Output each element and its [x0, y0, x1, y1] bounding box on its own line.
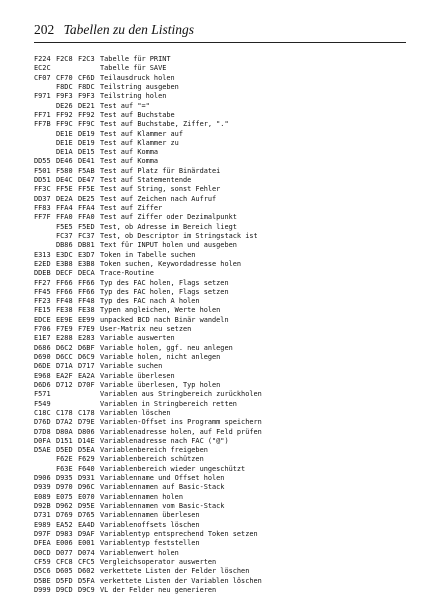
address-col-1: D6D6 [34, 380, 51, 389]
address-col-1: FF83 [34, 204, 51, 212]
address-col-2: FF66 [56, 278, 73, 287]
address-col-2: DE1E [56, 129, 73, 138]
address-col-2: F8DC [56, 82, 73, 91]
address-col-2: D077 [56, 548, 73, 557]
address-col-3: D6C9 [78, 353, 95, 361]
row-description: Variablennamen überlesen [100, 511, 200, 520]
address-col-3: FFA4 [78, 204, 95, 212]
address-col-3: FF92 [78, 110, 95, 119]
address-col-1: C18C [34, 408, 51, 417]
address-col-1: FF27 [34, 278, 51, 287]
row-description: Token in Tabelle suchen [100, 250, 196, 259]
address-col-1: EC2C [34, 64, 51, 73]
address-col-2: DE26 [56, 101, 73, 110]
row-description: Test auf Statementende [100, 176, 192, 185]
address-col-3: FF48 [78, 297, 95, 306]
address-col-3: DE25 [78, 194, 95, 203]
address-col-2: FFA4 [56, 204, 73, 212]
address-col-3: D806 [78, 427, 95, 436]
row-description: Variablenadresse holen, auf Feld prüfen [100, 427, 262, 436]
row-description: Variablenwert holen [100, 548, 179, 557]
address-col-1: CF59 [34, 557, 51, 566]
row-description: Variable suchen [100, 362, 163, 371]
row-description: Test auf Platz für Binärdatei [100, 166, 221, 175]
address-col-1: D731 [34, 511, 51, 520]
address-col-3: D70F [78, 380, 95, 389]
address-col-1: DD55 [34, 157, 51, 166]
address-col-2: EA52 [56, 520, 73, 529]
address-col-2: D970 [56, 483, 73, 492]
address-col-1: F549 [34, 399, 51, 408]
address-col-3: F629 [78, 455, 95, 464]
address-col-3: DE41 [78, 157, 95, 166]
address-col-1: D0FA [34, 436, 51, 445]
address-col-3: F5ED [78, 222, 95, 231]
address-col-2: F63E [56, 464, 73, 473]
row-description: Variablenbereich schützen [100, 455, 204, 464]
address-col-3: FC37 [78, 231, 95, 240]
row-description: verkettete Listen der Variablen löschen [100, 576, 262, 585]
row-description: Variablenoffsets löschen [100, 520, 200, 529]
row-description: Teilstring ausgeben [100, 82, 179, 91]
address-col-2: D151 [56, 436, 73, 445]
address-col-1: F706 [34, 325, 51, 334]
address-col-1: F571 [34, 390, 51, 399]
row-description: Variable holen, nicht anlegen [100, 353, 221, 361]
address-col-1: DD51 [34, 176, 51, 185]
address-col-2: DE2A [56, 194, 73, 203]
address-col-1: DDEB [34, 269, 51, 278]
address-col-1: D906 [34, 474, 51, 483]
address-col-1: F501 [34, 166, 51, 175]
address-col-1: D7D8 [34, 427, 51, 436]
address-col-3: FF9C [78, 120, 95, 129]
address-col-3: CF6D [78, 73, 95, 82]
row-description: Teilstring holen [100, 92, 167, 101]
row-description: Variablen aus Stringbereich zurückholen [100, 390, 262, 399]
address-col-1: D690 [34, 353, 51, 361]
address-col-2: D962 [56, 502, 73, 510]
row-description: unpacked BCD nach Binär wandeln [100, 315, 229, 324]
address-col-3: EA4D [78, 520, 95, 529]
address-col-2: D6C2 [56, 343, 73, 352]
row-description: Test auf String, sonst Fehler [100, 185, 221, 194]
address-col-2: FF66 [56, 287, 73, 296]
address-col-2: DE46 [56, 157, 73, 166]
address-col-3: F7E9 [78, 325, 95, 334]
row-description: Variable überlesen, Typ holen [100, 380, 221, 389]
address-col-1: FF71 [34, 110, 51, 119]
address-col-1: CF07 [34, 73, 51, 82]
row-description: Test, ob Descriptor im Stringstack ist [100, 231, 258, 240]
address-col-2: C178 [56, 408, 73, 417]
address-col-2: FFA0 [56, 213, 73, 222]
address-col-3: F2C3 [78, 55, 95, 63]
address-col-2: CF70 [56, 73, 73, 82]
address-col-3: F5AB [78, 166, 95, 175]
address-col-3: D765 [78, 511, 95, 520]
address-col-3: EE99 [78, 315, 95, 324]
address-col-1: DD37 [34, 194, 51, 203]
address-col-1: F971 [34, 92, 51, 101]
address-col-2: F5E5 [56, 222, 73, 231]
address-col-3: D6BF [78, 343, 95, 352]
address-col-1: D5AE [34, 446, 51, 455]
row-description: Test auf Klammer zu [100, 138, 179, 147]
address-col-2: DECF [56, 269, 73, 278]
address-col-3: DE47 [78, 176, 95, 185]
row-description: Variablennamen auf Basic-Stack [100, 483, 225, 492]
address-col-3: E3D7 [78, 250, 95, 259]
row-description: Test auf Ziffer [100, 204, 163, 212]
address-col-1: EDCE [34, 315, 51, 324]
address-col-1: E1E7 [34, 334, 51, 343]
address-col-2: DE1A [56, 148, 73, 157]
address-col-2: F9F3 [56, 92, 73, 101]
address-col-2: E3DC [56, 250, 73, 259]
address-col-1: D76D [34, 418, 51, 427]
address-col-3: D717 [78, 362, 95, 371]
address-col-2: D9CD [56, 585, 73, 594]
address-col-3: E283 [78, 334, 95, 343]
row-description: Test auf Buchstabe [100, 110, 175, 119]
address-col-1: E968 [34, 371, 51, 380]
address-col-3: FE38 [78, 306, 95, 315]
row-description: Trace-Routine [100, 269, 154, 278]
row-description: Typ des FAC holen, Flags setzen [100, 278, 229, 287]
row-description: Variablentyp entsprechend Token setzen [100, 529, 258, 538]
address-col-1: E089 [34, 492, 51, 501]
address-col-3: E070 [78, 492, 95, 501]
row-description: Test auf Ziffer oder Dezimalpunkt [100, 213, 237, 222]
address-col-1: D686 [34, 343, 51, 352]
page-number: 202 [34, 22, 55, 37]
address-col-2: DE4C [56, 176, 73, 185]
address-col-2: DB86 [56, 241, 73, 250]
row-description: verkettete Listen der Felder löschen [100, 567, 250, 576]
address-col-1: D92B [34, 502, 51, 510]
row-description: Test auf Buchstabe, Ziffer, "." [100, 120, 229, 129]
address-col-2: D605 [56, 567, 73, 576]
address-col-3: D602 [78, 567, 95, 576]
address-col-2: FF9C [56, 120, 73, 129]
row-description: User-Matrix neu setzen [100, 325, 192, 334]
row-description: Variablennamen vom Basic-Stack [100, 502, 225, 510]
row-description: Variablentyp feststellen [100, 539, 200, 548]
address-col-2: FF92 [56, 110, 73, 119]
row-description: Variablennamen holen [100, 492, 183, 501]
address-col-1: F224 [34, 55, 51, 63]
address-col-2: D7A2 [56, 418, 73, 427]
address-col-2: FC37 [56, 231, 73, 240]
row-description: Tabelle für SAVE [100, 64, 167, 73]
address-col-2: D71A [56, 362, 73, 371]
row-description: Test auf Komma [100, 148, 159, 157]
address-col-1: FE15 [34, 306, 51, 315]
address-col-1: D939 [34, 483, 51, 492]
address-col-3: D96C [78, 483, 95, 492]
address-col-3: DE21 [78, 101, 95, 110]
address-col-3: E3B8 [78, 259, 95, 268]
row-description: Vergleichsoperator auswerten [100, 557, 217, 566]
row-description: Variablenname und Offset holen [100, 474, 225, 483]
page-title: Tabellen zu den Listings [63, 22, 195, 37]
address-col-3: D9AF [78, 529, 95, 538]
address-col-3: D79E [78, 418, 95, 427]
address-col-1: E313 [34, 250, 51, 259]
address-col-3: D931 [78, 474, 95, 483]
address-col-2: F62E [56, 455, 73, 464]
header-rule [34, 42, 406, 43]
address-col-2: F580 [56, 166, 73, 175]
address-col-3: D9C9 [78, 585, 95, 594]
row-description: Typ des FAC nach A holen [100, 297, 200, 306]
address-col-2: FF5E [56, 185, 73, 194]
address-col-3: D95E [78, 502, 95, 510]
row-description: Test auf Zeichen nach Aufruf [100, 194, 217, 203]
address-col-3: DE15 [78, 148, 95, 157]
address-col-1: FF45 [34, 287, 51, 296]
address-col-2: EA2F [56, 371, 73, 380]
address-col-1: D0CD [34, 548, 51, 557]
address-col-1: FF3C [34, 185, 51, 194]
row-description: Tabelle für PRINT [100, 55, 171, 63]
address-col-3: F9F3 [78, 92, 95, 101]
address-col-3: DE19 [78, 138, 95, 147]
address-col-2: D5ED [56, 446, 73, 455]
address-col-1: E989 [34, 520, 51, 529]
row-description: Variablenadresse nach FAC ("@") [100, 436, 229, 445]
address-col-2: D935 [56, 474, 73, 483]
row-description: Test auf Klammer auf [100, 129, 183, 138]
address-col-1: FF23 [34, 297, 51, 306]
row-description: Variablenbereich wieder ungeschützt [100, 464, 246, 473]
address-col-2: F7E9 [56, 325, 73, 334]
address-col-2: D712 [56, 380, 73, 389]
row-description: Variablen-Offset ins Programm speichern [100, 418, 262, 427]
address-col-3: FF66 [78, 278, 95, 287]
address-col-2: D5FD [56, 576, 73, 585]
address-col-3: D074 [78, 548, 95, 557]
address-col-3: DB81 [78, 241, 95, 250]
row-description: Variablenbereich freigeben [100, 446, 208, 455]
address-col-2: E3B8 [56, 259, 73, 268]
row-description: Variable auswerten [100, 334, 175, 343]
address-col-2: FF48 [56, 297, 73, 306]
address-col-1: FF7B [34, 120, 51, 129]
address-col-1: FF7F [34, 213, 51, 222]
address-col-3: EA2A [78, 371, 95, 380]
row-description: Test, ob Adresse im Bereich liegt [100, 222, 237, 231]
page-header [34, 22, 194, 38]
row-description: VL der Felder neu generieren [100, 585, 217, 594]
row-description: Variablen löschen [100, 408, 171, 417]
row-description: Typ des FAC holen, Flags setzen [100, 287, 229, 296]
row-description: Token suchen, Keywordadresse holen [100, 259, 242, 268]
address-col-2: CFC8 [56, 557, 73, 566]
address-col-2: D769 [56, 511, 73, 520]
address-col-3: D5EA [78, 446, 95, 455]
address-col-3: C178 [78, 408, 95, 417]
row-description: Teilausdruck holen [100, 73, 175, 82]
address-col-2: EE9E [56, 315, 73, 324]
address-col-2: E288 [56, 334, 73, 343]
row-description: Variablen in Stringbereich retten [100, 399, 237, 408]
address-col-1: DFEA [34, 539, 51, 548]
row-description: Test auf Komma [100, 157, 159, 166]
address-col-3: FFA0 [78, 213, 95, 222]
address-col-1: D5BE [34, 576, 51, 585]
address-col-3: DE19 [78, 129, 95, 138]
address-col-3: D5FA [78, 576, 95, 585]
row-description: Text für INPUT holen und ausgeben [100, 241, 237, 250]
address-col-3: DECA [78, 269, 95, 278]
address-col-3: E001 [78, 539, 95, 548]
row-description: Typen angleichen, Werte holen [100, 306, 221, 315]
address-col-3: FF66 [78, 287, 95, 296]
address-col-3: F640 [78, 464, 95, 473]
address-col-2: D80A [56, 427, 73, 436]
address-col-1: D6DE [34, 362, 51, 371]
address-col-3: F8DC [78, 82, 95, 91]
address-col-3: FF5E [78, 185, 95, 194]
address-col-3: CFC5 [78, 557, 95, 566]
address-col-1: D5C6 [34, 567, 51, 576]
address-col-2: D983 [56, 529, 73, 538]
row-description: Variable überlesen [100, 371, 175, 380]
address-col-1: D999 [34, 585, 51, 594]
address-col-2: FE38 [56, 306, 73, 315]
address-col-2: D6CC [56, 353, 73, 361]
row-description: Variable holen, ggf. neu anlegen [100, 343, 233, 352]
address-col-2: E006 [56, 539, 73, 548]
address-col-3: D14E [78, 436, 95, 445]
address-col-2: E075 [56, 492, 73, 501]
address-col-2: DE1E [56, 138, 73, 147]
address-col-1: D97F [34, 529, 51, 538]
address-col-1: E2ED [34, 259, 51, 268]
row-description: Test auf "=" [100, 101, 150, 110]
address-col-2: F2C8 [56, 55, 73, 63]
